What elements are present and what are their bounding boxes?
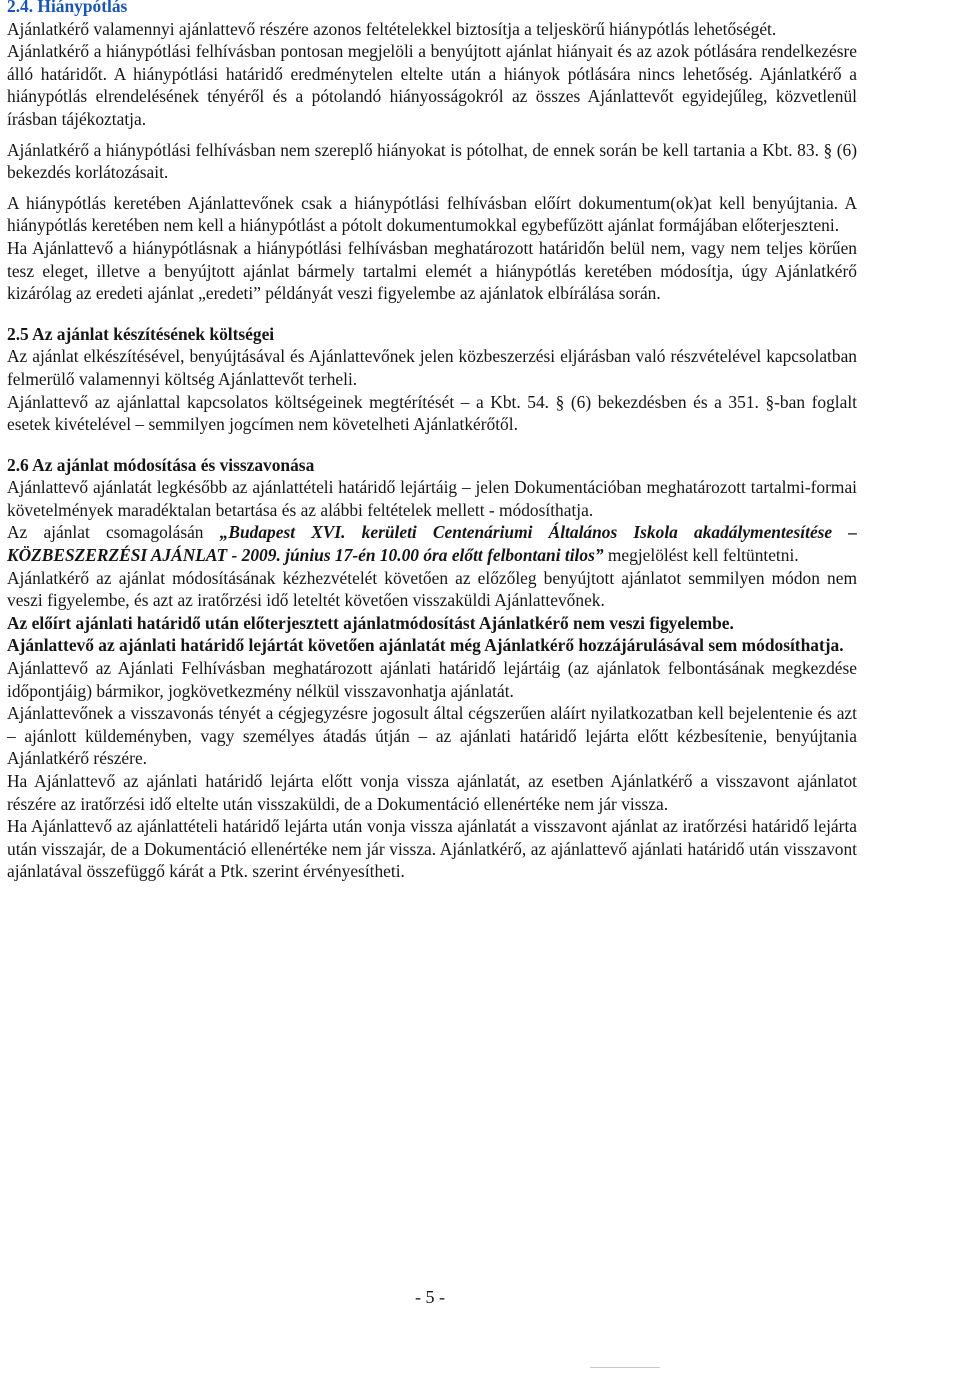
section-2-5-title: Az ajánlat készítésének költségei <box>32 323 275 344</box>
packaging-label-text: „Budapest XVI. kerületi Centenáriumi Általános Iskola akadálymentesítése – KÖZBESZERZÉSI AJÁNLAT - 2009. június 17-én 10.00 óra előtt felbontani tilos” <box>7 522 858 566</box>
section-2-4-paragraph-1: Ajánlatkérő valamennyi ajánlattevő részére azonos feltételekkel biztosítja a teljeskörű hiánypótlás lehetőségét. <box>7 18 777 39</box>
section-2-4-paragraph-4: A hiánypótlás keretében Ajánlattevőnek csak a hiánypótlási felhívásban előírt dokumentum(ok)at kell benyújtania. A hiánypótlás keretében nem kell a hiánypótlást a pótolt dokumentumokkal egybefűzött ajánlat formájában előterjeszteni. <box>7 192 857 236</box>
page-number: - 5 - <box>415 1287 445 1307</box>
packaging-label-intro: Az ajánlat csomagolásán <box>7 522 220 543</box>
packaging-label-outro: megjelölést kell feltüntetni. <box>603 545 799 566</box>
section-2-6-paragraph-6: Ajánlattevő az Ajánlati Felhívásban meghatározott ajánlati határidő lejártáig (az ajánlatok felbontásának megkezdése időpontjáig) bármikor, jogkövetkezmény nélkül visszavonhatja ajánlatát. <box>7 658 857 701</box>
section-2-6-paragraph-3: Ajánlatkérő az ajánlat módosításának kézhezvételét követően az előzőleg benyújtott ajánlatot semmilyen módon nem veszi figyelembe, és azt az iratőrzési idő leteltét követően visszaküldi Ajánlattevőnek. <box>7 567 857 611</box>
section-2-6-title: Az ajánlat módosítása és visszavonása <box>32 454 315 475</box>
section-2-5-paragraph-2: Ajánlattevő az ajánlattal kapcsolatos költségeinek megtérítését – a Kbt. 54. § (6) bekezdésben és a 351. §-ban foglalt esetek kivételével – semmilyen jogcímen nem követelheti Ajánlatkérőtől. <box>7 391 857 435</box>
section-2-6-paragraph-1: Ajánlattevő ajánlatát legkésőbb az ajánlattételi határidő lejártáig – jelen Dokumentációban meghatározott tartalmi-formai követelmények maradéktalan betartása és az alábbi feltételek mellett - módosíthatja. <box>7 477 857 520</box>
section-2-6-paragraph-8: Ha Ajánlattevő az ajánlati határidő lejárta előtt vonja vissza ajánlatát, az esetben Ajánlatkérő a visszavont ajánlatot részére az iratőrzési idő eltelte után visszaküldi, de a Dokumentáció ellenértéke nem jár vissza. <box>7 771 857 814</box>
section-2-6-paragraph-4: Az előírt ajánlati határidő után előterjesztett ajánlatmódosítást Ajánlatkérő nem veszi figyelembe. <box>7 612 734 633</box>
section-2-5-heading <box>7 323 857 346</box>
section-2-6-heading <box>7 454 857 477</box>
section-2-6-paragraph-5: Ajánlattevő az ajánlati határidő lejártát követően ajánlatát még Ajánlatkérő hozzájárulásával sem módosíthatja. <box>7 635 844 656</box>
section-2-6-number: 2.6 <box>7 454 29 475</box>
section-2-4-heading: 2.4. Hiánypótlás <box>7 0 128 16</box>
section-2-4-paragraph-5: Ha Ajánlattevő a hiánypótlásnak a hiánypótlási felhívásban meghatározott határidőn belül nem, vagy nem teljes körűen tesz eleget, illetve a benyújtott ajánlat bármely tartalmi elemét a hiánypótlás keretében módosítja, úgy Ajánlatkérő kizárólag az eredeti ajánlat „eredeti” példányát veszi figyelembe az ajánlatok elbírálása során. <box>7 237 857 304</box>
section-2-6-paragraph-2 <box>7 521 857 566</box>
document-page <box>7 0 857 883</box>
section-2-5-number: 2.5 <box>7 323 29 344</box>
section-2-5-paragraph-1: Az ajánlat elkészítésével, benyújtásával és Ajánlattevőnek jelen közbeszerzési eljárásban való részvételével kapcsolatban felmerülő valamennyi költség Ajánlattevőt terheli. <box>7 346 857 389</box>
section-2-4-paragraph-2: Ajánlatkérő a hiánypótlási felhívásban pontosan megjelöli a benyújtott ajánlat hiányait és az azok pótlására rendelkezésre álló határidőt. A hiánypótlási határidő eredménytelen eltelte után a hiányok pótlására nincs lehetőség. Ajánlatkérő a hiánypótlás elrendelésének tényéről és a pótolandó hiányosságokról az összes Ajánlattevőt egyidejűleg, közvetlenül írásban tájékoztatja. <box>7 41 857 129</box>
section-2-4-paragraph-3: Ajánlatkérő a hiánypótlási felhívásban nem szereplő hiányokat is pótolhat, de ennek során be kell tartania a Kbt. 83. § (6) bekezdés korlátozásait. <box>7 139 857 183</box>
section-2-6-paragraph-7: Ajánlattevőnek a visszavonás tényét a cégjegyzésre jogosult által cégszerűen aláírt nyilatkozatban kell bejelentenie és azt – ajánlott küldeményben, vagy személyes átadás útján – az ajánlati határidő lejárta előtt kézbesítenie, benyújtania Ajánlatkérő részére. <box>7 703 857 769</box>
footer-rule <box>590 1367 660 1368</box>
section-2-6-paragraph-9: Ha Ajánlattevő az ajánlattételi határidő lejárta után vonja vissza ajánlatát a visszavont ajánlat az iratőrzési határidő lejárta után visszajár, de a Dokumentáció ellenértéke nem jár vissza. Ajánlatkérő, az ajánlattevő ajánlati határidő után visszavont ajánlatával összefüggő kárát a Ptk. szerint érvényesítheti. <box>7 816 857 882</box>
